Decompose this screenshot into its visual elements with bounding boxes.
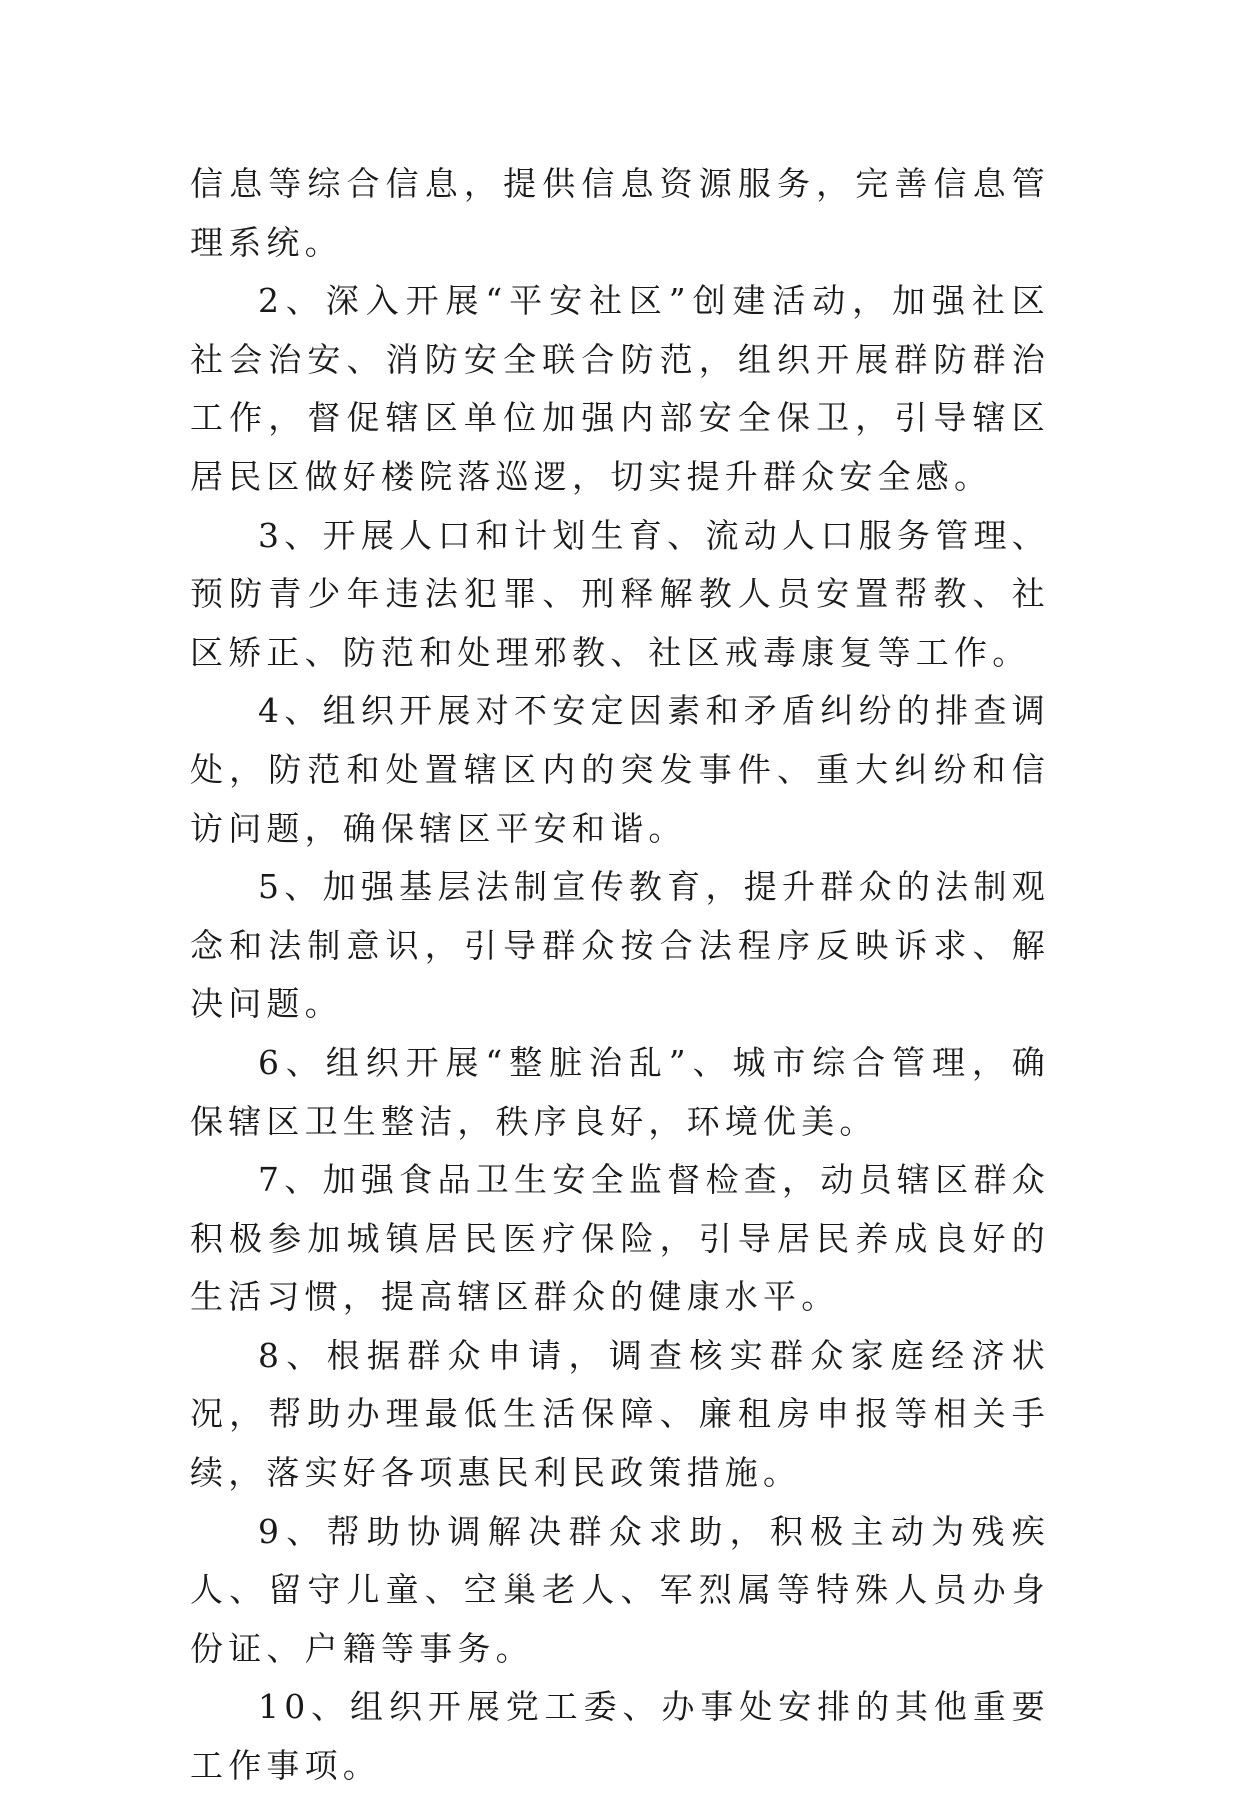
document-page	[190, 155, 1050, 1796]
paragraph-item-3: 3、开展人口和计划生育、流动人口服务管理、预防青少年违法犯罪、刑释解教人员安置帮教、社区矫正、防范和处理邪教、社区戒毒康复等工作。	[190, 515, 1050, 672]
paragraph-item-10: 10、组织开展党工委、办事处安排的其他重要工作事项。	[190, 1687, 1050, 1786]
paragraph-continuation: 信息等综合信息，提供信息资源服务，完善信息管理系统。	[190, 164, 1050, 262]
paragraph-item-8: 8、根据群众申请，调查核实群众家庭经济状况，帮助办理最低生活保障、廉租房申报等相关手续，落实好各项惠民利民政策措施。	[190, 1335, 1050, 1493]
paragraph-item-2: 2、深入开展“平安社区”创建活动，加强社区社会治安、消防安全联合防范，组织开展群防群治工作，督促辖区单位加强内部安全保卫，引导辖区居民区做好楼院落巡逻，切实提升群众安全感。	[190, 281, 1050, 496]
paragraph-item-9: 9、帮助协调解决群众求助，积极主动为残疾人、留守儿童、空巢老人、军烈属等特殊人员办身份证、户籍等事务。	[190, 1511, 1050, 1668]
paragraph-item-6: 6、组织开展“整脏治乱”、城市综合管理，确保辖区卫生整洁，秩序良好，环境优美。	[190, 1042, 1050, 1141]
paragraph-item-7: 7、加强食品卫生安全监督检查，动员辖区群众积极参加城镇居民医疗保险，引导居民养成良好的生活习惯，提高辖区群众的健康水平。	[190, 1160, 1050, 1317]
paragraph-item-4: 4、组织开展对不安定因素和矛盾纠纷的排查调处，防范和处置辖区内的突发事件、重大纠纷和信访问题，确保辖区平安和谐。	[190, 691, 1050, 848]
paragraph-item-5: 5、加强基层法制宣传教育，提升群众的法制观念和法制意识，引导群众按合法程序反映诉求、解决问题。	[190, 867, 1050, 1024]
